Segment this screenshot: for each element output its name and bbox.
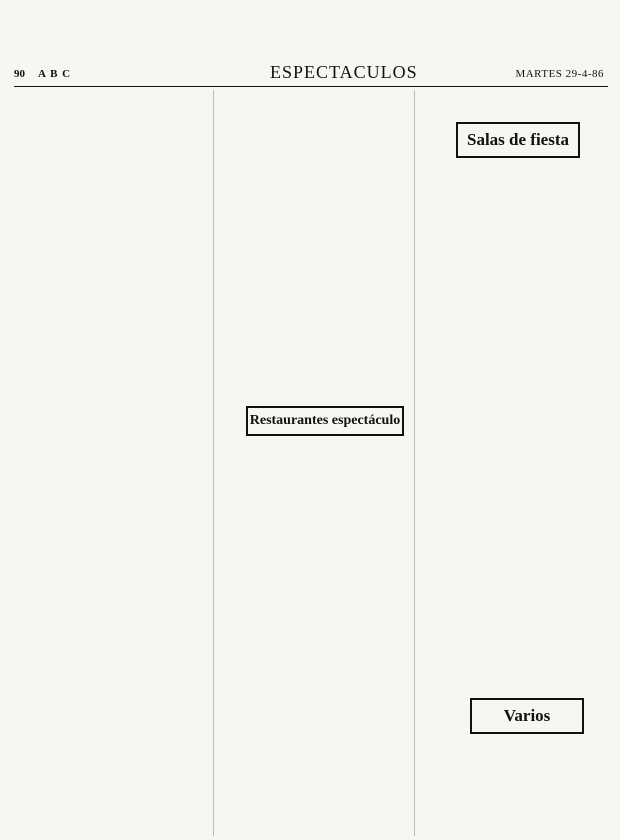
listings-column-2 [218, 90, 410, 836]
header-rule [14, 86, 608, 87]
newspaper-brand: A B C [38, 68, 72, 80]
column-divider [213, 90, 214, 836]
restaurantes-heading: Restaurantes espectáculo [246, 406, 404, 436]
varios-heading: Varios [470, 698, 584, 734]
page-number: 90 [14, 68, 25, 80]
salas-de-fiesta-heading: Salas de fiesta [456, 122, 580, 158]
section-title: ESPECTACULOS [270, 62, 418, 82]
page-header [14, 58, 608, 86]
listings-column-1 [14, 90, 210, 836]
issue-date: MARTES 29-4-86 [515, 68, 604, 80]
column-divider [414, 90, 415, 836]
